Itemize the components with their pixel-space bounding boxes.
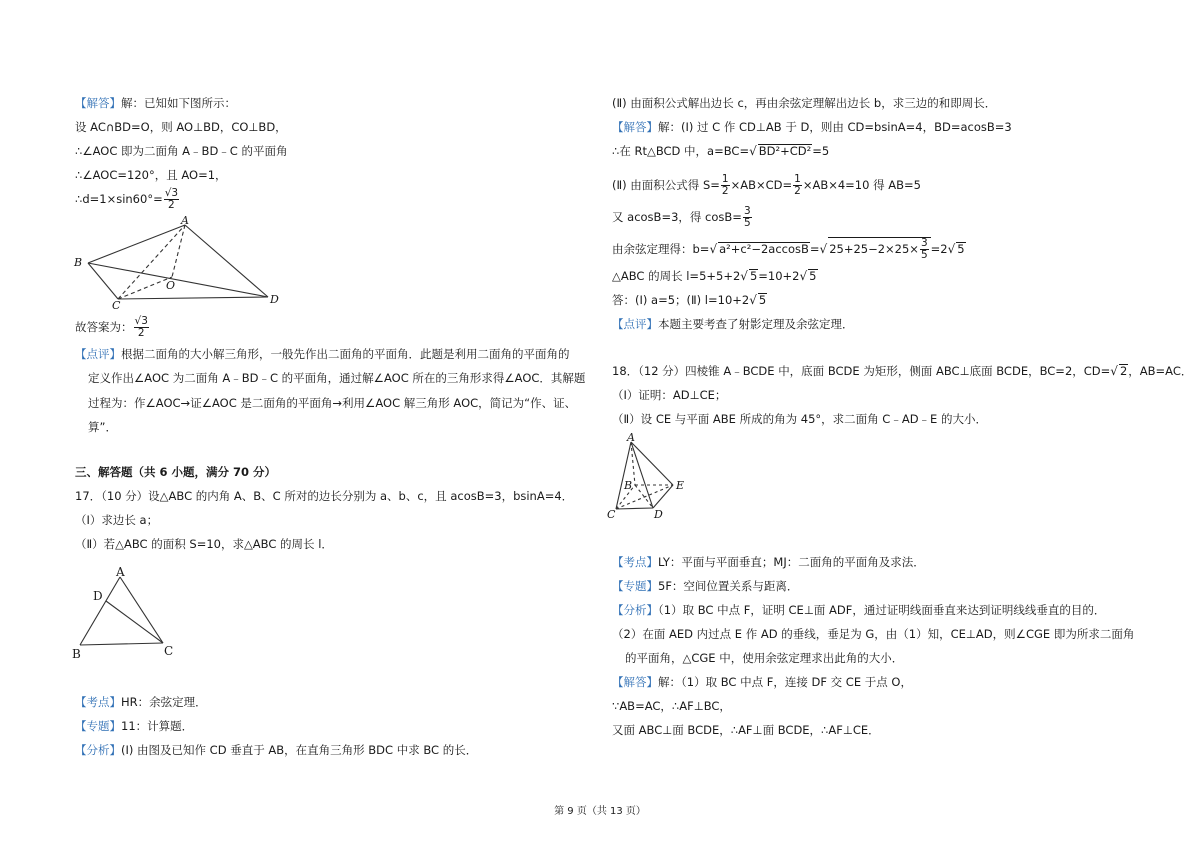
- section-heading: 三、解答题（共 6 小题，满分 70 分）: [75, 465, 277, 479]
- radicand: 5: [749, 269, 758, 283]
- text-line: 设 AC∩BD=O，则 AO⊥BD，CO⊥BD，: [75, 120, 287, 134]
- review-tag: 【点评】: [612, 317, 658, 331]
- question-18: [612, 363, 1192, 379]
- numerator: 3: [920, 237, 928, 249]
- question-17-part-2: （Ⅱ）若△ABC 的面积 S=10，求△ABC 的周长 l．: [75, 537, 333, 551]
- radicand: 5: [809, 269, 817, 283]
- sqrt-icon: √: [749, 293, 757, 307]
- topic-tag: 【专题】: [75, 719, 121, 733]
- text: (Ⅰ) 由图及已知作 CD 垂直于 AB，在直角三角形 BDC 中求 BC 的长．: [121, 743, 478, 757]
- fraction: [920, 238, 929, 261]
- text: HR：余弦定理．: [121, 695, 207, 709]
- question-18-part-1: （Ⅰ）证明：AD⊥CE；: [612, 388, 727, 402]
- text: ，AB=AC．: [1128, 364, 1193, 378]
- formula-line: [612, 237, 966, 261]
- label-E: E: [676, 479, 685, 492]
- analysis: [612, 602, 1105, 618]
- fraction: [164, 188, 179, 211]
- text: 11：计算题．: [121, 719, 194, 733]
- numerator: 3: [743, 205, 751, 217]
- text: CD=: [1083, 364, 1111, 378]
- text: ∴在 Rt△BCD 中，a=BC=: [612, 144, 750, 158]
- text: =5: [812, 144, 830, 158]
- analysis-line-3: 的平面角，△CGE 中，使用余弦定理求出此角的大小．: [625, 651, 904, 665]
- topic: [75, 718, 193, 734]
- topic: [612, 578, 798, 594]
- review-line-2: 定义作出∠AOC 为二面角 A﹣BD﹣C 的平面角，通过解∠AOC 所在的三角形求得∠AOC．其解题: [88, 371, 586, 385]
- numerator: 1: [721, 173, 729, 185]
- label-D: D: [654, 508, 663, 521]
- knowledge-point: [75, 694, 207, 710]
- review-line-1: [75, 346, 570, 362]
- solution-tag: 【解答】: [612, 675, 658, 689]
- left-solution-intro: [75, 95, 236, 111]
- radicand: 5: [758, 293, 767, 307]
- label-O: O: [166, 279, 176, 292]
- text: △ABC 的周长 l=5+5+2: [612, 269, 741, 283]
- numerator: 1: [794, 173, 801, 185]
- text: 故答案为：: [75, 320, 133, 334]
- question-17: 17．（10 分）设△ABC 的内角 A、B、C 所对的边长分别为 a、b、c，且 acosB=3，bsinA=4．: [75, 489, 574, 503]
- formula-line: [612, 206, 753, 229]
- figure-triangle: [68, 565, 183, 663]
- radicand: [828, 237, 930, 261]
- review-line: [612, 316, 854, 332]
- knowledge-point: [612, 554, 925, 570]
- text-line: ∴∠AOC 即为二面角 A﹣BD﹣C 的平面角: [75, 144, 288, 158]
- sqrt-icon: √: [749, 144, 757, 158]
- radicand: 2: [1119, 364, 1128, 378]
- analysis: [75, 742, 477, 758]
- radicand: BD²+CD²: [758, 144, 812, 158]
- label-A: A: [181, 215, 189, 227]
- label-D: D: [93, 589, 103, 603]
- question-18-part-2: （Ⅱ）设 CE 与平面 ABE 所成的角为 45°，求二面角 C﹣AD﹣E 的大小．: [612, 412, 987, 426]
- text: 本题主要考查了射影定理及余弦定理．: [658, 317, 854, 331]
- text: (Ⅱ) 由面积公式得 S=: [612, 178, 720, 192]
- fraction: [134, 316, 149, 339]
- radicand: a²+c²−2accosB: [719, 242, 809, 256]
- label-A: A: [116, 565, 125, 579]
- numerator: √3: [164, 187, 179, 199]
- topic-tag: 【专题】: [612, 579, 658, 593]
- sqrt-icon: √: [1110, 364, 1118, 378]
- text-line: (Ⅱ) 由面积公式解出边长 c，再由余弦定理解出边长 b，求三边的和即周长．: [612, 96, 997, 110]
- text: 解：（1）取 BC 中点 F，连接 DF 交 CE 于点 O，: [658, 675, 912, 689]
- text: （1）取 BC 中点 F，证明 CE⊥面 ADF，通过证明线面垂直来达到证明线线垂直的目的．: [658, 603, 1106, 617]
- question-17-part-1: （Ⅰ）求边长 a；: [75, 513, 159, 527]
- denominator: 2: [721, 185, 729, 197]
- text: ×AB×CD=: [730, 178, 793, 192]
- fraction: [743, 206, 752, 229]
- answer-line: [612, 292, 767, 308]
- label-B: B: [624, 479, 633, 492]
- denominator: 5: [743, 217, 751, 229]
- page-footer: 第 9 页（共 13 页）: [554, 806, 646, 817]
- text: 18．（12 分）四棱锥 A﹣BCDE 中，底面 BCDE 为矩形，侧面 ABC⊥底面 BCDE，BC=2，: [612, 364, 1084, 378]
- text: 又 acosB=3，得 cosB=: [612, 210, 742, 224]
- text-line: ∵AB=AC，∴AF⊥BC，: [612, 699, 731, 713]
- label-D: D: [270, 293, 279, 306]
- figure-pyramid: [603, 430, 698, 522]
- denominator: 2: [168, 199, 175, 211]
- analysis-tag: 【分析】: [612, 603, 658, 617]
- analysis-tag: 【分析】: [75, 743, 121, 757]
- review-line-3: 过程为：作∠AOC→证∠AOC 是二面角的平面角→利用∠AOC 解三角形 AOC，简记为“作、证、: [88, 396, 577, 410]
- text: =2: [930, 242, 948, 256]
- label-C: C: [607, 508, 616, 521]
- solution-tag: 【解答】: [612, 120, 658, 134]
- text: 5F：空间位置关系与距离．: [658, 579, 799, 593]
- numerator: √3: [134, 315, 148, 327]
- denominator: 5: [920, 249, 928, 261]
- fraction: [793, 174, 802, 197]
- text: 答：(Ⅰ) a=5；(Ⅱ) l=10+2: [612, 293, 750, 307]
- label-B: B: [74, 256, 83, 269]
- knowledge-tag: 【考点】: [75, 695, 121, 709]
- text-line: 又面 ABC⊥面 BCDE，∴AF⊥面 BCDE，∴AF⊥CE．: [612, 723, 880, 737]
- formula-line: [612, 143, 829, 159]
- solution-line: [612, 674, 912, 690]
- sqrt-icon: √: [947, 242, 956, 256]
- label-C: C: [112, 299, 121, 310]
- text: =10+2: [758, 269, 800, 283]
- label-A: A: [627, 431, 635, 444]
- denominator: 2: [137, 327, 145, 339]
- denominator: 2: [794, 185, 801, 197]
- solution-tag: 【解答】: [75, 96, 121, 110]
- text-line: ∴∠AOC=120°，且 AO=1，: [75, 168, 227, 182]
- fraction: [721, 174, 730, 197]
- solution-line: [612, 119, 1012, 135]
- review-line-4: 算”．: [88, 420, 117, 434]
- sqrt-icon: √: [740, 269, 748, 283]
- review-tag: 【点评】: [75, 347, 121, 361]
- analysis-line-2: （2）在面 AED 内过点 E 作 AD 的垂线，垂足为 G，由（1）知，CE⊥AD，则∠CGE 即为所求二面角: [612, 627, 1135, 641]
- text: 根据二面角的大小解三角形，一般先作出二面角的平面角．此题是利用二面角的平面角的: [121, 347, 570, 361]
- text: =: [809, 242, 820, 256]
- sqrt-icon: √: [709, 242, 718, 256]
- sqrt-icon: √: [819, 242, 828, 256]
- label-B: B: [72, 647, 81, 661]
- text: LY：平面与平面垂直；MJ：二面角的平面角及求法．: [658, 555, 925, 569]
- radicand: 5: [957, 242, 965, 256]
- text: ∴d=1×sin60°=: [75, 192, 163, 206]
- text: 解：已知如下图所示：: [121, 96, 236, 110]
- sqrt-icon: √: [799, 269, 808, 283]
- text: 解：(Ⅰ) 过 C 作 CD⊥AB 于 D，则由 CD=bsinA=4，BD=acosB=3: [658, 120, 1012, 134]
- formula-line: [612, 268, 818, 284]
- text: 由余弦定理得：b=: [612, 242, 710, 256]
- text: 25+25−2×25×: [829, 242, 919, 256]
- knowledge-tag: 【考点】: [612, 555, 658, 569]
- answer-line: [75, 316, 150, 339]
- formula-line: [75, 188, 180, 211]
- label-C: C: [164, 644, 174, 658]
- text: ×AB×4=10 得 AB=5: [802, 178, 921, 192]
- figure-dihedral: [70, 215, 285, 310]
- formula-line: [612, 174, 921, 197]
